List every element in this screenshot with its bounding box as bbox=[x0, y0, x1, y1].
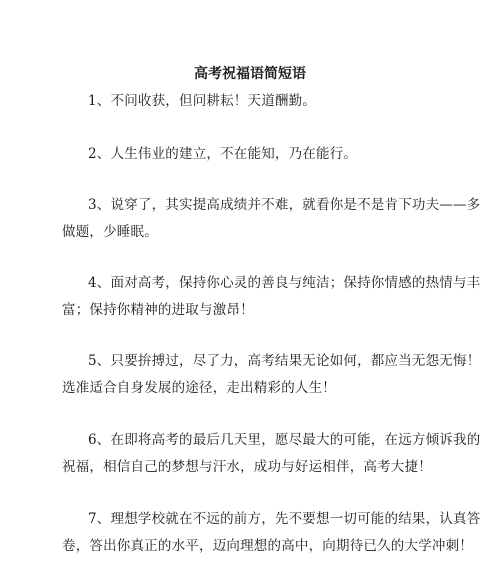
paragraph-1 bbox=[75, 88, 431, 115]
paragraph-line: 卷，答出你真正的水平，迈向理想的高中，向期待已久的大学冲刺！ bbox=[62, 538, 473, 554]
paragraph-line: 祝福，相信自己的梦想与汗水，成功与好运相伴，高考大捷！ bbox=[62, 459, 432, 475]
paragraph-line: 选准适合自身发展的途径，走出精彩的人生！ bbox=[62, 380, 336, 396]
paragraph-4 bbox=[62, 270, 481, 324]
paragraph-7 bbox=[62, 506, 481, 560]
paragraph-6 bbox=[62, 427, 481, 481]
paragraph-line: 5、只要拚搏过，尽了力，高考结果无论如何，都应当无怨无悔！ bbox=[88, 353, 481, 369]
document-title: 高考祝福语简短语 bbox=[194, 66, 306, 82]
paragraph-line: 7、理想学校就在不远的前方，先不要想一切可能的结果，认真答 bbox=[88, 511, 481, 527]
paragraph-line: 1、不问收获，但问耕耘！天道酬勤。 bbox=[88, 93, 316, 109]
paragraph-3 bbox=[62, 192, 481, 246]
paragraph-line: 3、说穿了，其实提高成绩并不难，就看你是不是肯下功夫——多 bbox=[88, 197, 481, 213]
paragraph-5 bbox=[62, 348, 481, 402]
paragraph-line: 4、面对高考，保持你心灵的善良与纯洁；保持你情感的热情与丰 bbox=[88, 275, 481, 291]
paragraph-line: 做题，少睡眠。 bbox=[62, 224, 158, 240]
paragraph-2 bbox=[75, 141, 431, 168]
paragraph-line: 2、人生伟业的建立，不在能知，乃在能行。 bbox=[88, 146, 358, 162]
paragraph-line: 6、在即将高考的最后几天里，愿尽最大的可能，在远方倾诉我的 bbox=[88, 432, 481, 448]
paragraph-line: 富；保持你精神的进取与激昂！ bbox=[62, 302, 254, 318]
